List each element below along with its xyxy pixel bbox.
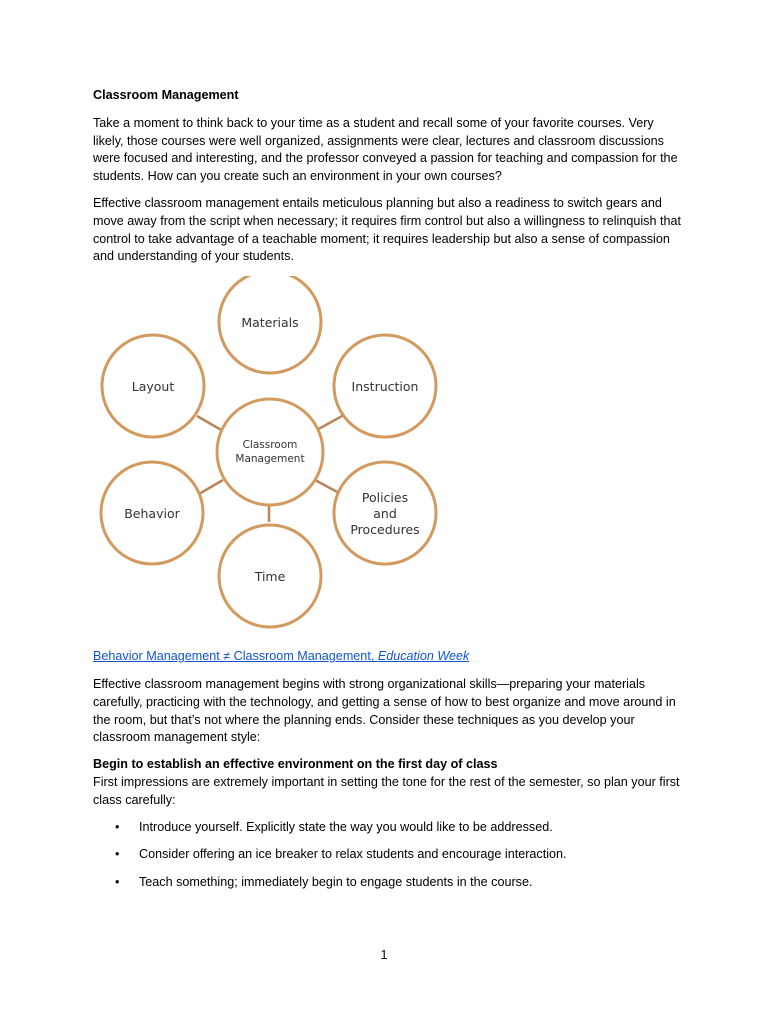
instruction-label: Instruction bbox=[351, 379, 419, 395]
connector-behavior bbox=[199, 480, 223, 494]
list-item bbox=[93, 846, 683, 864]
techniques-paragraph: Effective classroom management begins with strong organizational skills—preparing your materials carefully, practicing with the technology, and getting a sense of how to best organize and move around in the room, but that’s not where the planning ends. Consider these techniques as you develop your classroom management style: bbox=[93, 676, 676, 745]
bullet-icon: • bbox=[115, 875, 120, 890]
intro-paragraph: Take a moment to think back to your time as a student and recall some of your favorite courses. Very likely, those courses were well organized, assignments were clear, lectures and classroom discussions were focused and interesting, and the professor conveyed a passion for teaching and compassion for the students. How can you create such an environment in your own courses? bbox=[93, 115, 678, 184]
list-item bbox=[93, 874, 683, 892]
first-day-bullet-list bbox=[93, 819, 683, 892]
bullet-icon: • bbox=[115, 847, 120, 862]
connector-layout bbox=[197, 416, 223, 431]
policies-label-line1: Policies bbox=[361, 490, 409, 506]
page-number: 1 bbox=[380, 948, 388, 962]
education-week-link[interactable] bbox=[93, 648, 469, 666]
link-main-text: Behavior Management ≠ Classroom Management, bbox=[93, 649, 378, 664]
policies-label-line2: and bbox=[373, 506, 397, 522]
center-label-line1: Classroom bbox=[242, 439, 298, 452]
link-italic-text: Education Week bbox=[377, 649, 470, 664]
time-label: Time bbox=[254, 569, 286, 585]
document-body bbox=[93, 87, 683, 902]
center-label-line2: Management bbox=[235, 453, 305, 466]
diagram-svg bbox=[93, 276, 453, 636]
behavior-label: Behavior bbox=[124, 506, 180, 522]
policies-label-line3: Procedures bbox=[350, 522, 420, 538]
center-circle bbox=[217, 399, 323, 505]
materials-label: Materials bbox=[241, 315, 299, 331]
list-item bbox=[93, 819, 683, 837]
first-impressions-paragraph: First impressions are extremely important in setting the tone for the rest of the semester, so plan your first class carefully: bbox=[93, 774, 680, 807]
layout-label: Layout bbox=[131, 379, 175, 395]
bullet-icon: • bbox=[115, 819, 120, 834]
planning-paragraph: Effective classroom management entails meticulous planning but also a readiness to switch gears and move away from the script when necessary; it requires firm control but also a willingness to relinquish that control to take advantage of a teachable moment; it requires leadership but also a sense of compassion and understanding of your students. bbox=[93, 195, 681, 264]
first-day-subheading: Begin to establish an effective environment on the first day of class bbox=[93, 757, 498, 772]
list-item-text: Consider offering an ice breaker to relax students and encourage interaction. bbox=[139, 847, 567, 862]
list-item-text: Introduce yourself. Explicitly state the way you would like to be addressed. bbox=[139, 819, 553, 834]
list-item-text: Teach something; immediately begin to engage students in the course. bbox=[139, 875, 533, 890]
classroom-management-diagram bbox=[93, 276, 453, 636]
document-title: Classroom Management bbox=[93, 88, 239, 102]
